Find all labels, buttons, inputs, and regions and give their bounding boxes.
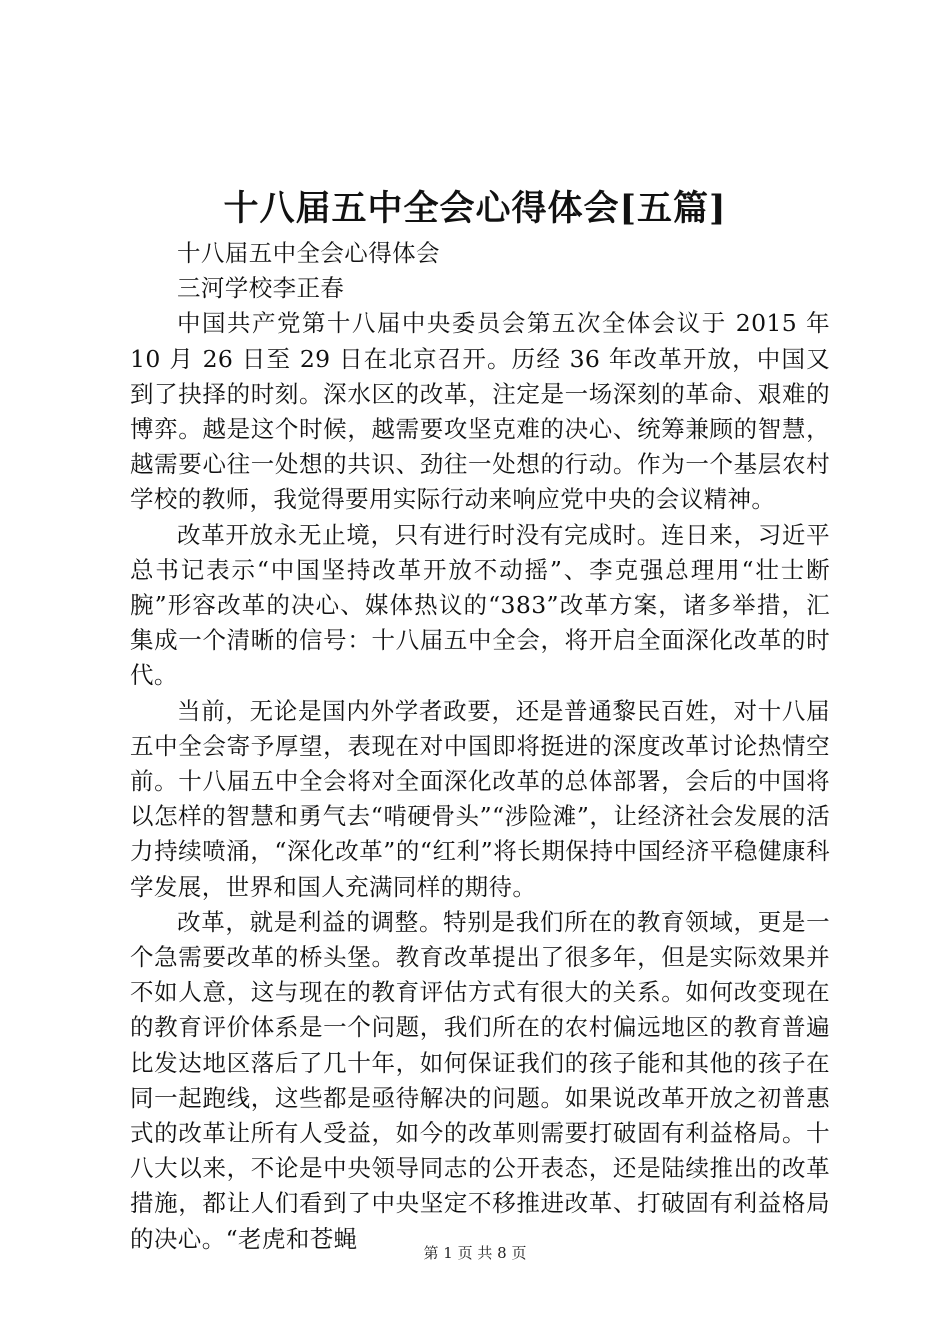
document-title: 十八届五中全会心得体会[五篇] — [223, 188, 727, 229]
author-paragraph: 三河学校李正春 — [177, 274, 345, 303]
body-paragraph: 改革，就是利益的调整。特别是我们所在的教育领域，更是一个急需要改革的桥头堡。教育改革提出了很多年，但是实际效果并不如人意，这与现在的教育评估方式有很大的关系。如何改变现在的教育评价体系是一个问题，我们所在的农村偏远地区的教育普遍比发达地区落后了几十年，如何保证我们的孩子能和其他的孩子在同一起跑线，这些都是亟待解决的问题。如果说改革开放之初普惠式的改革让所有人受益，如今的改革则需要打破固有利益格局。十八大以来，不论是中央领导同志的公开表态，还是陆续推出的改革措施，都让人们看到了中央坚定不移推进改革、打破固有利益格局的决心。“老虎和苍蝇 — [130, 907, 830, 1253]
body-paragraph: 改革开放永无止境，只有进行时没有完成时。连日来，习近平总书记表示“中国坚持改革开放不动摇”、李克强总理用“壮士断腕”形容改革的决心、媒体热议的“383”改革方案，诸多举措，汇集成一个清晰的信号：十八届五中全会，将开启全面深化改革的时代。 — [130, 520, 830, 690]
body-paragraph: 中国共产党第十八届中央委员会第五次全体会议于 2015 年 10 月 26 日至 29 日在北京召开。历经 36 年改革开放，中国又到了抉择的时刻。深水区的改革，注定是一场深刻的革命、艰难的博弈。越是这个时候，越需要攻坚克难的决心、统筹兼顾的智慧，越需要心往一处想的共识、劲往一处想的行动。作为一个基层农村学校的教师，我觉得要用实际行动来响应党中央的会议精神。 — [130, 309, 830, 514]
document-body — [130, 236, 830, 1257]
page-footer: 第 1 页 共 8 页 — [423, 1244, 527, 1262]
body-paragraph: 当前，无论是国内外学者政要，还是普通黎民百姓，对十八届五中全会寄予厚望，表现在对中国即将挺进的深度改革讨论热情空前。十八届五中全会将对全面深化改革的总体部署，会后的中国将以怎样的智慧和勇气去“啃硬骨头”“涉险滩”，让经济社会发展的活力持续喷涌，“深化改革”的“红利”将长期保持中国经济平稳健康科学发展，世界和国人充满同样的期待。 — [130, 696, 830, 901]
subtitle-paragraph: 十八届五中全会心得体会 — [177, 239, 440, 267]
